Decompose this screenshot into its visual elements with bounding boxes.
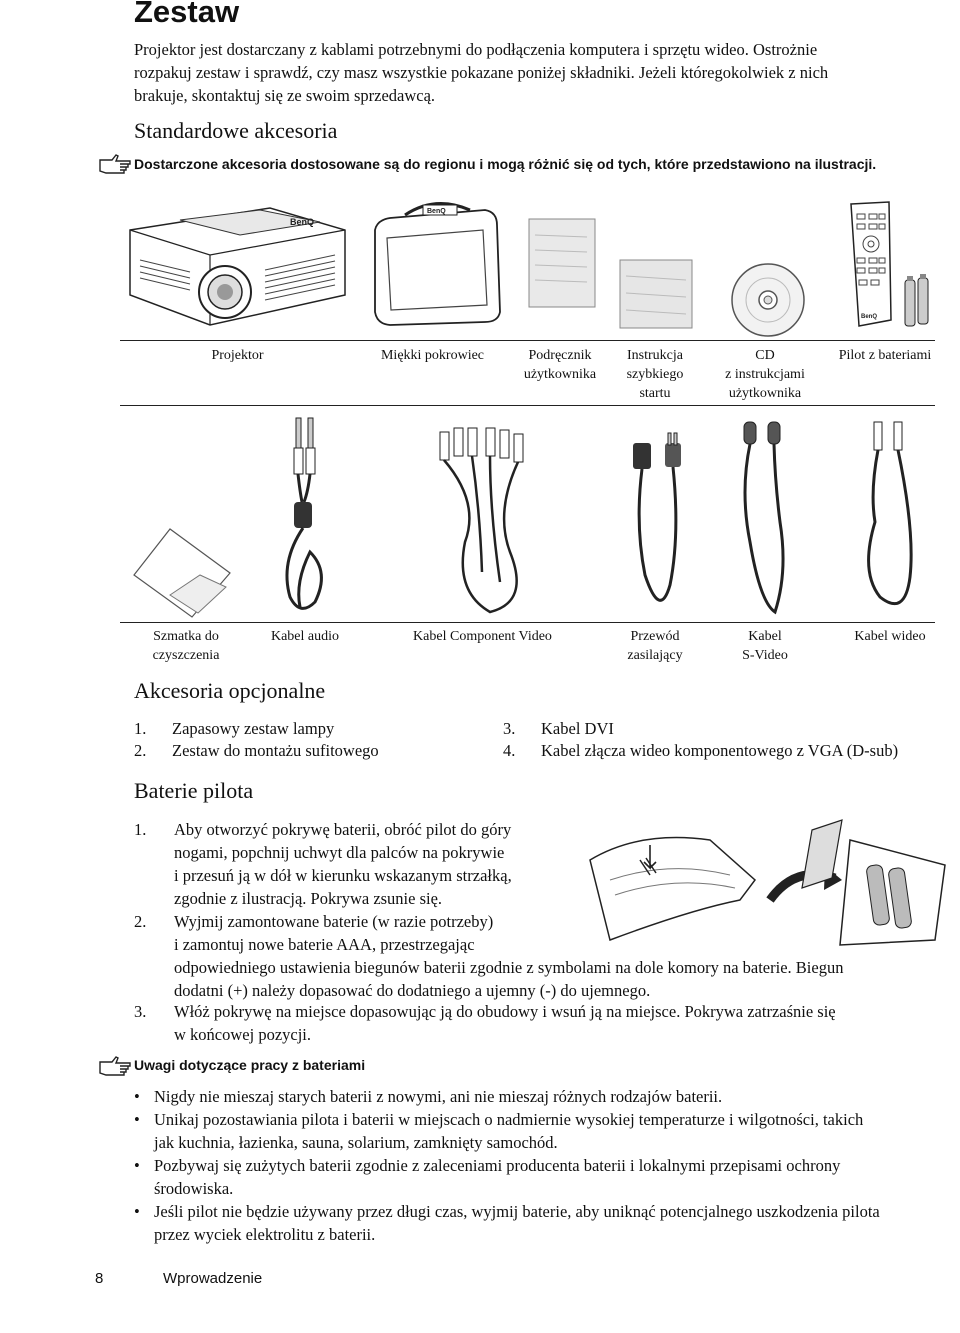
footer-section: Wprowadzenie bbox=[163, 1270, 263, 1287]
note-item: • Pozbywaj się zużytych baterii zgodnie z zaleceniami producenta baterii i lokalnymi przepisami ochrony środowiska. bbox=[134, 1156, 841, 1198]
note-item: • Jeśli pilot nie będzie używany przez długi czas, wyjmij baterie, aby uniknąć potencjalnego uszkodzenia pilota przez wyciek elektrolitu z baterii. bbox=[134, 1202, 880, 1244]
note-hand-icon bbox=[98, 152, 132, 178]
page-title: Zestaw bbox=[134, 0, 240, 29]
intro-paragraph bbox=[134, 38, 934, 107]
caption-s-video-cable: Kabel S-Video bbox=[742, 629, 788, 663]
battery-heading: Baterie pilota bbox=[134, 778, 254, 803]
optional-item: 1. Zapasowy zestaw lampy bbox=[134, 719, 335, 738]
audio-cable-illustration bbox=[270, 412, 340, 622]
battery-cover-illustration bbox=[580, 820, 950, 960]
caption-user-manual: Podręcznik użytkownika bbox=[523, 348, 597, 382]
s-video-cable-illustration bbox=[730, 412, 800, 622]
optional-item: 3. Kabel DVI bbox=[503, 719, 614, 738]
battery-aaa-2 bbox=[918, 278, 928, 324]
video-cable-illustration bbox=[850, 412, 930, 622]
standard-accessories-heading: Standardowe akcesoria bbox=[134, 118, 338, 143]
intro-line: rozpakuj zestaw i sprawdź, czy masz wszystkie pokazane poniżej składniki. Jeżeli któregokolwiek z nich bbox=[134, 63, 829, 82]
note-item: • Nigdy nie mieszaj starych baterii z nowymi, ani nie mieszaj różnych rodzajów baterii. bbox=[134, 1087, 723, 1106]
battery-notes-list bbox=[0, 1085, 960, 1246]
caption-cloth: Szmatka do czyszczenia bbox=[152, 629, 220, 663]
battery-step-1: 1. Aby otworzyć pokrywę baterii, obróć pilot do góry nogami, popchnij uchwyt dla palców na pokrywie i przesuń ją w dół w kierunku wskazanym strzałką, zgodnie z ilustracją. Pokrywa zsunie się. bbox=[134, 820, 512, 908]
caption-component-cable: Kabel Component Video bbox=[413, 629, 552, 644]
battery-step-3: 3. Włóż pokrywę na miejsce dopasowując ją do obudowy i wsuń ją na miejsce. Pokrywa zatrzaśnie się w końcowej pozycji. bbox=[134, 1002, 836, 1044]
caption-projector: Projektor bbox=[211, 348, 264, 363]
caption-soft-case: Miękki pokrowiec bbox=[380, 348, 485, 363]
remote-brand: BenQ bbox=[861, 314, 878, 320]
page-number: 8 bbox=[95, 1270, 104, 1287]
intro-line: Projektor jest dostarczany z kablami potrzebnymi do podłączenia komputera i sprzętu wideo. Ostrożnie bbox=[134, 40, 818, 59]
caption-quick-start: Instrukcja szybkiego startu bbox=[626, 348, 684, 401]
quick-start-illustration bbox=[618, 258, 698, 333]
case-brand: BenQ bbox=[427, 208, 446, 215]
component-video-cable-illustration bbox=[420, 412, 550, 622]
optional-item: 2. Zestaw do montażu sufitowego bbox=[134, 741, 379, 760]
caption-remote: Pilot z bateriami bbox=[838, 348, 932, 363]
caption-audio-cable: Kabel audio bbox=[270, 629, 340, 644]
cleaning-cloth-illustration bbox=[130, 525, 240, 620]
intro-line: brakuje, skontaktuj się ze swoim sprzedawcą. bbox=[134, 86, 436, 105]
caption-power-cord: Przewód zasilający bbox=[627, 629, 683, 663]
row1-top-rule bbox=[120, 340, 935, 341]
caption-cd: CD z instrukcjami użytkownika bbox=[725, 348, 805, 401]
caption-video-cable: Kabel wideo bbox=[854, 629, 926, 644]
note-item: • Unikaj pozostawiania pilota i baterii w miejscach o nadmiernie wysokiej temperaturze i wilgotności, takich jak kuchnia, łazienka, sauna, solarium, zamknięty samochód. bbox=[134, 1110, 864, 1152]
remote-illustration bbox=[845, 200, 935, 335]
standard-note: Dostarczone akcesoria dostosowane są do regionu i mogą różnić się od tych, które przedstawiono na ilustracji. bbox=[134, 156, 877, 172]
battery-notes-heading: Uwagi dotyczące pracy z bateriami bbox=[134, 1057, 366, 1073]
user-manual-illustration bbox=[525, 215, 600, 315]
row1-bottom-rule bbox=[120, 405, 935, 406]
battery-step-2: 2. Wyjmij zamontowane baterie (w razie potrzeby) i zamontuj nowe baterie AAA, przestrzegając odpowiedniego ustawienia biegunów baterii zgodnie z symbolami na dole komory na baterie. Biegun dodatni (+) należy dopasować do dodatniego a ujemny (-) do ujemnego. bbox=[134, 912, 844, 1000]
projector-brand: BenQ bbox=[290, 217, 315, 227]
row2-top-rule bbox=[120, 622, 935, 623]
optional-item: 4. Kabel złącza wideo komponentowego z VGA (D-sub) bbox=[503, 741, 899, 760]
projector-illustration bbox=[120, 200, 350, 340]
cd-illustration bbox=[730, 262, 806, 338]
note-hand-icon bbox=[98, 1054, 132, 1080]
power-cord-illustration bbox=[615, 425, 695, 625]
optional-accessories-heading: Akcesoria opcjonalne bbox=[134, 678, 326, 703]
soft-case-illustration bbox=[365, 200, 505, 335]
battery-aaa-1 bbox=[905, 280, 915, 326]
